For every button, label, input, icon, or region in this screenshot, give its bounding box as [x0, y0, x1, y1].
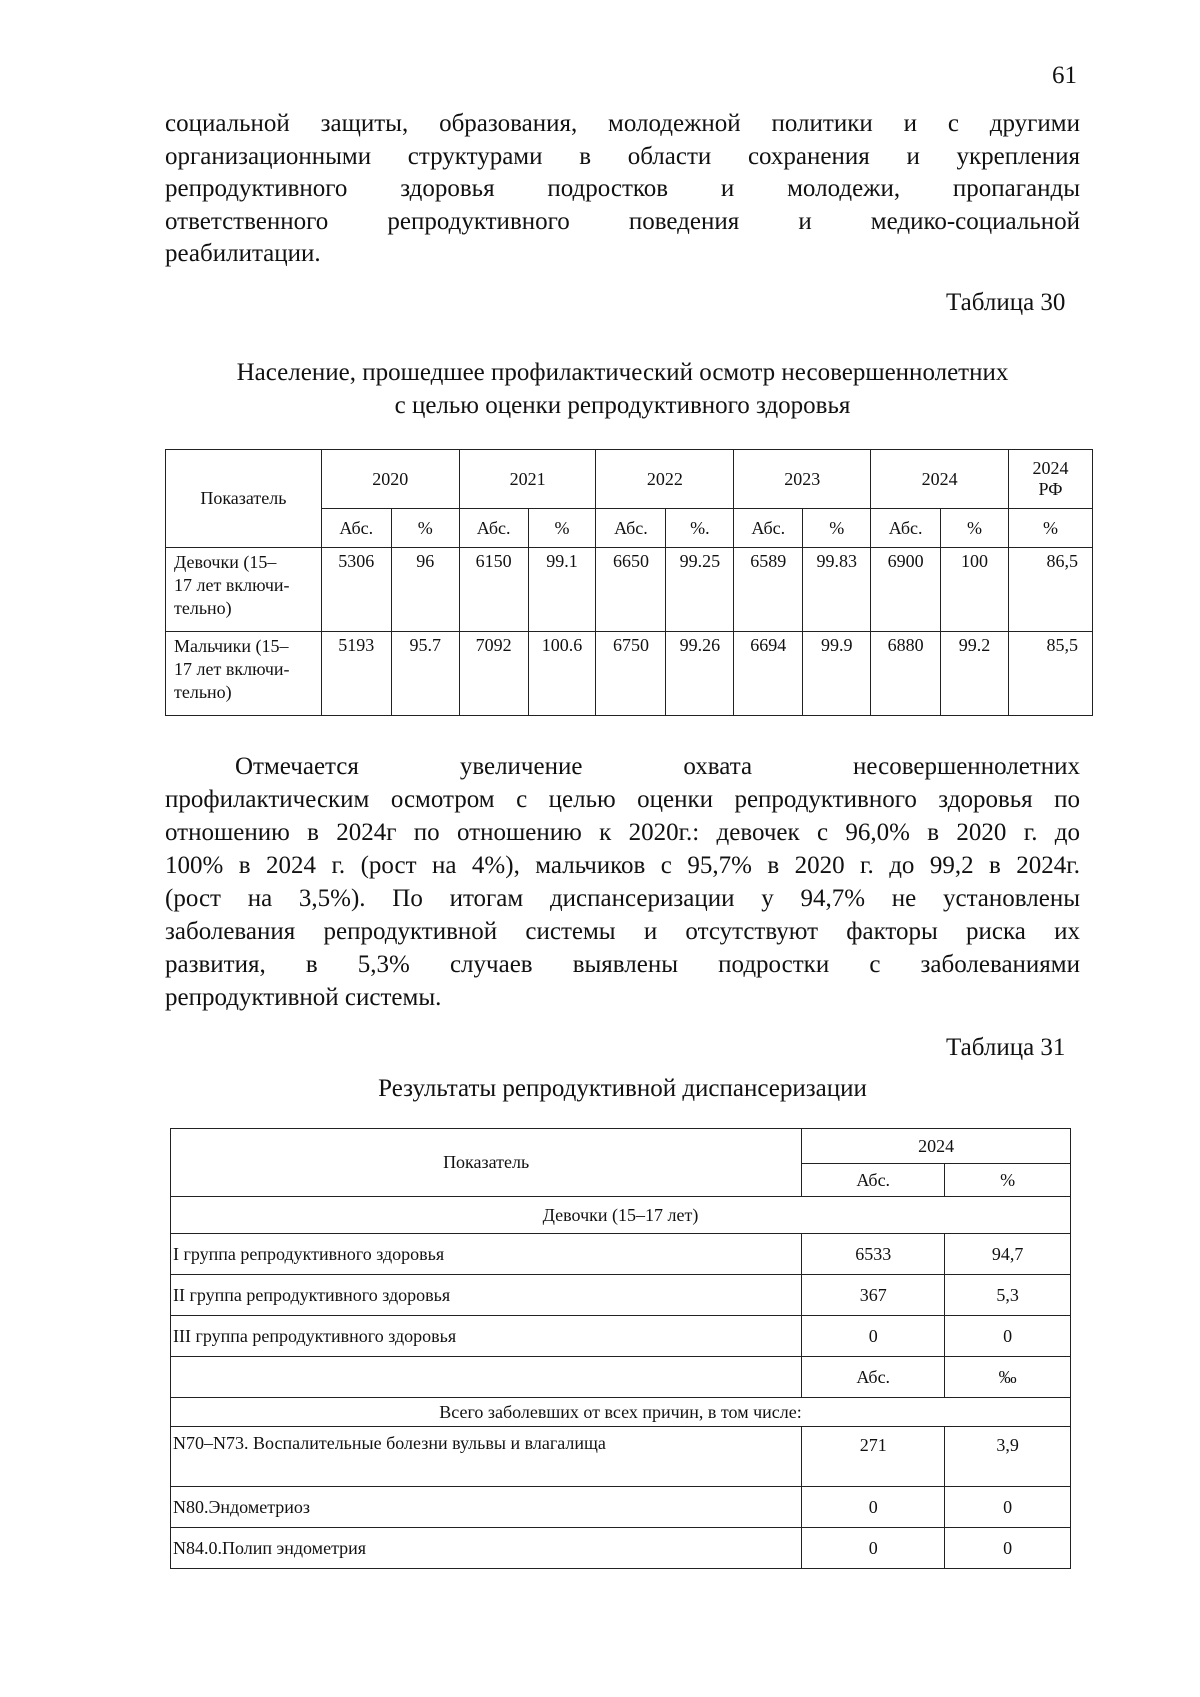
table-row — [171, 1316, 1071, 1357]
section-total: Всего заболевших от всех причин, в том числе: — [171, 1398, 1071, 1427]
abs-header-2: Абс. — [802, 1357, 945, 1398]
row-label-line: тельно) — [174, 682, 232, 702]
table-cell: 367 — [802, 1275, 945, 1316]
sub-header: % — [1008, 509, 1092, 548]
table-cell: 0 — [802, 1487, 945, 1528]
sub-header: % — [391, 509, 459, 548]
sub-header: Абс. — [459, 509, 528, 548]
table-cell: 99.26 — [666, 632, 734, 716]
row-label: N80.Эндометриоз — [171, 1487, 802, 1528]
sub-header: Абс. — [734, 509, 803, 548]
table-cell: 0 — [802, 1316, 945, 1357]
year-header: 2023 — [734, 450, 871, 509]
table-cell: 3,9 — [945, 1427, 1071, 1487]
row-label: I группа репродуктивного здоровья — [171, 1234, 802, 1275]
table-cell: 94,7 — [945, 1234, 1071, 1275]
table-cell: 85,5 — [1008, 632, 1092, 716]
table-31-label: Таблица 31 — [946, 1034, 1066, 1061]
page-number: 61 — [1052, 62, 1077, 89]
table-cell: 6880 — [871, 632, 941, 716]
table-cell: 99.9 — [803, 632, 871, 716]
row-label-line: 17 лет включи- — [174, 659, 290, 679]
rf-header — [1008, 450, 1092, 509]
table-cell: 96 — [391, 548, 459, 632]
table-cell: 100.6 — [528, 632, 596, 716]
table-cell: 0 — [945, 1487, 1071, 1528]
table-31-year-header: 2024 — [802, 1129, 1071, 1164]
table-cell: 0 — [802, 1528, 945, 1569]
pct-header: % — [945, 1164, 1071, 1197]
findings-paragraph — [165, 750, 1080, 1014]
row-label: III группа репродуктивного здоровья — [171, 1316, 802, 1357]
year-header: 2020 — [321, 450, 459, 509]
row-label: N70–N73. Воспалительные болезни вульвы и влагалища — [171, 1427, 802, 1487]
table-cell: 0 — [945, 1528, 1071, 1569]
table-row — [171, 1275, 1071, 1316]
table-cell: 271 — [802, 1427, 945, 1487]
row-label-line: 17 лет включи- — [174, 575, 290, 595]
table-31 — [170, 1128, 1071, 1569]
table-cell: 6750 — [596, 632, 666, 716]
table-row — [171, 1528, 1071, 1569]
row-label — [166, 632, 322, 716]
table-row — [171, 1427, 1071, 1487]
table-30-indicator-header: Показатель — [166, 450, 322, 548]
paragraph-line: организационными структурами в области сохранения и укрепления — [165, 142, 1080, 170]
sub-header: Абс. — [596, 509, 666, 548]
permille-header: ‰ — [945, 1357, 1071, 1398]
table-30-title-line: Население, прошедшее профилактический осмотр несовершеннолетних — [236, 359, 1009, 386]
paragraph-line: заболевания репродуктивной системы и отсутствуют факторы риска их — [165, 918, 1080, 945]
rf-header-year: 2024 — [1032, 458, 1069, 478]
rf-header-label: РФ — [1038, 479, 1063, 499]
row-label: N84.0.Полип эндометрия — [171, 1528, 802, 1569]
row-label-line: Девочки (15– — [174, 552, 277, 572]
table-cell: 99.1 — [528, 548, 596, 632]
table-cell: 95.7 — [391, 632, 459, 716]
table-row — [166, 632, 1093, 716]
paragraph-line: (рост на 3,5%). По итогам диспансеризации у 94,7% не установлены — [165, 885, 1080, 912]
table-cell: 5306 — [321, 548, 391, 632]
table-cell: 99.2 — [941, 632, 1009, 716]
table-cell: 99.25 — [666, 548, 734, 632]
sub-header: Абс. — [871, 509, 941, 548]
sub-header: % — [941, 509, 1009, 548]
table-cell: 5193 — [321, 632, 391, 716]
year-header: 2021 — [459, 450, 596, 509]
paragraph-line: репродуктивного здоровья подростков и молодежи, пропаганды — [165, 175, 1080, 202]
table-30-label: Таблица 30 — [946, 289, 1066, 316]
year-header: 2024 — [871, 450, 1009, 509]
paragraph-line: 100% в 2024 г. (рост на 4%), мальчиков с 95,7% в 2020 г. до 99,2 в 2024г. — [165, 852, 1080, 879]
row-label-line: тельно) — [174, 598, 232, 618]
section-girls: Девочки (15–17 лет) — [171, 1197, 1071, 1234]
table-30 — [165, 449, 1093, 716]
table-cell: 7092 — [459, 632, 528, 716]
table-cell: 86,5 — [1008, 548, 1092, 632]
table-cell: 5,3 — [945, 1275, 1071, 1316]
paragraph-line: Отмечается увеличение охвата несовершеннолетних — [235, 753, 1080, 780]
paragraph-line: социальной защиты, образования, молодежной политики и с другими — [165, 110, 1080, 137]
row-label — [166, 548, 322, 632]
paragraph-line: репродуктивной системы. — [165, 984, 442, 1011]
paragraph-line: профилактическим осмотром с целью оценки репродуктивного здоровья по — [165, 786, 1080, 813]
paragraph-line: ответственного репродуктивного поведения и медико-социальной — [165, 207, 1080, 235]
table-row — [166, 548, 1093, 632]
intro-paragraph — [165, 108, 1080, 271]
table-31-indicator-header: Показатель — [171, 1129, 802, 1197]
table-30-title — [165, 356, 1080, 422]
paragraph-line: отношению в 2024г по отношению к 2020г.: девочек с 96,0% в 2020 г. до — [165, 819, 1080, 846]
table-cell: 0 — [945, 1316, 1071, 1357]
empty-cell — [171, 1357, 802, 1398]
paragraph-line: реабилитации. — [165, 240, 321, 267]
table-cell: 6533 — [802, 1234, 945, 1275]
table-cell: 6900 — [871, 548, 941, 632]
table-cell: 99.83 — [803, 548, 871, 632]
table-cell: 100 — [941, 548, 1009, 632]
sub-header: % — [803, 509, 871, 548]
sub-header: % — [528, 509, 596, 548]
table-cell: 6589 — [734, 548, 803, 632]
table-31-title: Результаты репродуктивной диспансеризации — [378, 1075, 867, 1102]
sub-header: %. — [666, 509, 734, 548]
table-cell: 6150 — [459, 548, 528, 632]
row-label-line: Мальчики (15– — [174, 636, 289, 656]
abs-header: Абс. — [802, 1164, 945, 1197]
table-row — [171, 1487, 1071, 1528]
paragraph-line: развития, в 5,3% случаев выявлены подростки с заболеваниями — [165, 951, 1080, 978]
row-label: II группа репродуктивного здоровья — [171, 1275, 802, 1316]
sub-header: Абс. — [321, 509, 391, 548]
table-cell: 6694 — [734, 632, 803, 716]
year-header: 2022 — [596, 450, 734, 509]
table-row — [171, 1234, 1071, 1275]
table-cell: 6650 — [596, 548, 666, 632]
table-30-title-line: с целью оценки репродуктивного здоровья — [394, 392, 851, 419]
